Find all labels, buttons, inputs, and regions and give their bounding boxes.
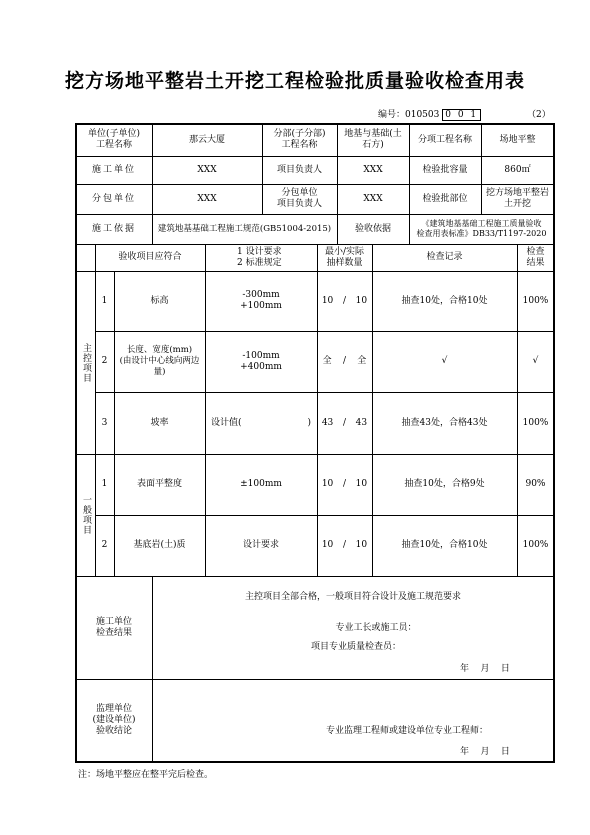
construction-date: 年 月 日 (460, 663, 510, 674)
sample-min: 10 (321, 295, 334, 306)
sample-sep: / (342, 479, 346, 489)
item-requirement: -100mm +400mm (240, 350, 282, 372)
construction-conclusion: 主控项目全部合格，一般项目符合设计及施工规范要求 (244, 591, 461, 602)
pm-label: 项目负责人 (276, 164, 322, 175)
item-name: 基底岩(土)质 (133, 540, 186, 550)
unit-name-value: 那云大厦 (188, 134, 225, 145)
location-value: 挖方场地平整岩 土开挖 (485, 188, 549, 209)
item-requirement: 设计要求 (242, 540, 279, 550)
unit-name-label: 单位(子单位) 工程名称 (87, 129, 141, 150)
capacity-value: 860㎡ (504, 164, 531, 175)
item-record: 抽查10处，合格10处 (401, 295, 488, 306)
header-item: 验收项目应符合 (118, 252, 182, 262)
part-name-value: 地基与基础(土 石方) (344, 129, 402, 150)
item-name: 标高 (150, 295, 169, 306)
sample-min: 10 (321, 540, 334, 550)
footer-note: 注：场地平整应在整平完后检查。 (78, 770, 214, 780)
capacity-label: 检验批容量 (422, 164, 468, 175)
constructor-label: 施工单位 (91, 164, 136, 175)
item-name: 长度、宽度(mm) (由设计中心线向两边 量) (119, 345, 200, 377)
page-number: （2） (527, 110, 551, 120)
header-requirement: 1 设计要求 2 标准规定 (237, 246, 282, 268)
pm-value: XXX (363, 164, 383, 175)
header-result: 检查 结果 (526, 246, 545, 268)
location-label: 检验批部位 (422, 193, 468, 204)
design-value-suffix: ) (307, 417, 311, 428)
subcontractor-label: 分包单位 (91, 193, 136, 204)
header-record: 检查记录 (426, 252, 463, 262)
sample-min: 43 (321, 417, 334, 428)
supervision-date: 年 月 日 (460, 746, 510, 757)
supervision-label: 监理单位 (建设单位) 验收结论 (92, 704, 136, 736)
item-result: 100% (522, 417, 549, 428)
page-title: 挖方场地平整岩土开挖工程检验批质量验收检查用表 (64, 70, 525, 92)
sample-min: 全 (322, 356, 332, 366)
supervision-engineer: 专业监理工程师或建设单位专业工程师： (325, 725, 488, 736)
sample-sep: / (342, 540, 346, 550)
item-result: √ (532, 356, 539, 366)
item-name: 坡率 (150, 417, 169, 428)
part-name-label: 分部(子分部) 工程名称 (273, 129, 326, 150)
item-requirement: ±100mm (240, 479, 282, 489)
item-name-label: 分项工程名称 (417, 134, 472, 145)
sample-actual: 10 (355, 540, 368, 550)
item-number: 1 (101, 295, 108, 306)
item-result: 100% (522, 540, 549, 550)
constructor-value: XXX (197, 164, 217, 175)
code-label: 编号：010503 (378, 110, 440, 120)
item-result: 100% (522, 295, 549, 306)
sample-sep: / (342, 295, 346, 306)
item-sample (317, 454, 372, 515)
form-code (378, 107, 481, 121)
sample-sep: / (342, 356, 346, 366)
sub-pm-value: XXX (363, 193, 383, 204)
item-record: 抽查10处，合格9处 (404, 479, 485, 489)
item-name: 表面平整度 (136, 479, 182, 489)
item-sample (317, 515, 372, 576)
item-requirement: -300mm +100mm (240, 290, 282, 311)
sub-pm-label: 分包单位 项目负责人 (276, 188, 322, 209)
item-number: 3 (101, 417, 108, 428)
item-sample (317, 331, 372, 392)
sample-actual: 43 (355, 417, 368, 428)
sample-min: 10 (321, 479, 334, 489)
item-record: 抽查43处，合格43处 (401, 417, 488, 428)
item-number: 2 (101, 356, 108, 366)
foreman-signature: 专业工长或施工员： (335, 622, 417, 633)
item-record: 抽查10处，合格10处 (401, 540, 488, 550)
item-number: 1 (101, 479, 108, 489)
basis-label: 施工依据 (91, 223, 136, 234)
item-result: 90% (525, 479, 546, 489)
header-sample: 最小/实际 抽样数量 (324, 246, 365, 268)
main-group-label: 主控项目 (81, 342, 91, 383)
sample-actual: 10 (355, 295, 368, 306)
design-value-prefix: 设计值( (211, 417, 242, 428)
qc-signature: 项目专业质量检查员： (310, 641, 401, 652)
accept-value: 《建筑地基基础工程施工质量验收 检查用表标准》DB33/T1197-2020 (416, 219, 547, 238)
construction-label: 施工单位 检查结果 (95, 616, 132, 638)
sample-actual: 10 (355, 479, 368, 489)
basis-value: 建筑地基基础工程施工规范(GB51004-2015) (157, 223, 332, 234)
sample-actual: 全 (357, 356, 367, 366)
general-group-label: 一般项目 (81, 495, 91, 535)
item-requirement (205, 392, 317, 454)
subcontractor-value: XXX (197, 193, 217, 204)
item-sample (317, 271, 372, 331)
item-sample (317, 392, 372, 454)
sample-sep: / (342, 417, 346, 428)
accept-label: 验收依据 (354, 223, 391, 234)
item-name-value: 场地平整 (499, 134, 536, 145)
item-record: √ (441, 356, 448, 366)
code-box: 0 0 1 (442, 109, 481, 121)
item-number: 2 (101, 540, 108, 550)
